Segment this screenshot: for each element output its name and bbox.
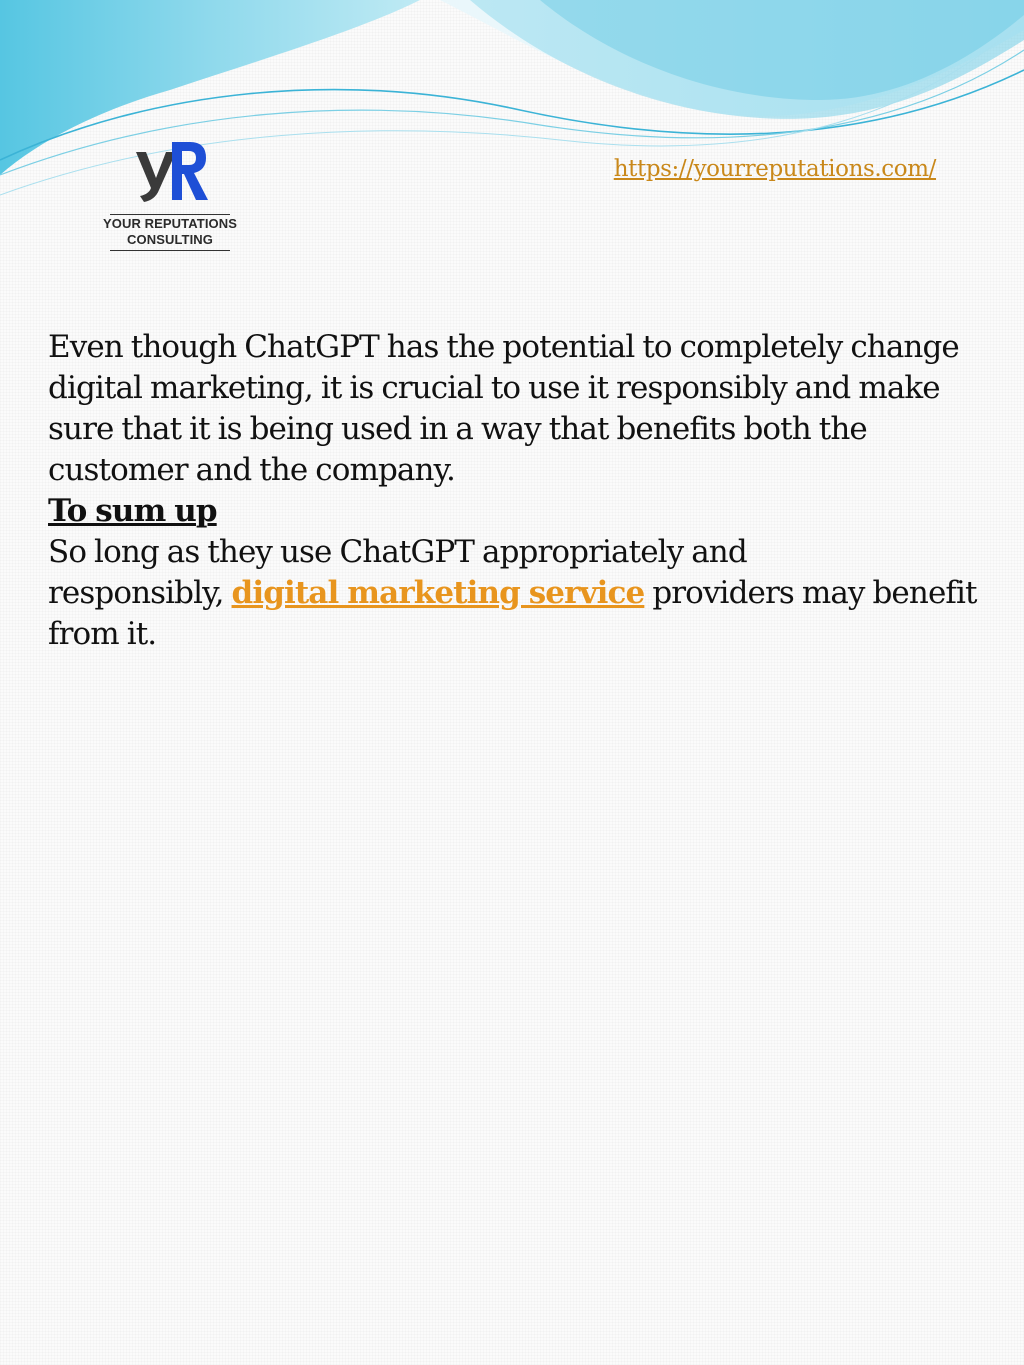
intro-paragraph: Even though ChatGPT has the potential to completely change digital marketing, it is crucial to use it responsibly and make sure that it is being used in a way that benefits both the customer and the company. <box>48 329 959 488</box>
logo-divider-top <box>110 214 230 215</box>
conclusion-text-post: providers may benefit from it. <box>48 575 977 652</box>
logo-line2: CONSULTING <box>127 232 213 247</box>
company-logo <box>100 138 240 253</box>
website-url-link[interactable]: https://yourreputations.com/ <box>613 156 936 182</box>
yr-monogram-icon <box>132 138 212 208</box>
conclusion-text-pre: responsibly, <box>48 575 232 611</box>
main-content <box>48 327 978 655</box>
conclusion-line1: So long as they use ChatGPT appropriately and <box>48 534 747 570</box>
logo-divider-bottom <box>110 250 230 251</box>
digital-marketing-service-link[interactable]: digital marketing service <box>231 575 645 611</box>
logo-wordmark <box>100 216 240 248</box>
logo-line1: YOUR REPUTATIONS <box>102 216 237 231</box>
conclusion-paragraph <box>48 532 978 655</box>
section-heading: To sum up <box>48 493 217 529</box>
